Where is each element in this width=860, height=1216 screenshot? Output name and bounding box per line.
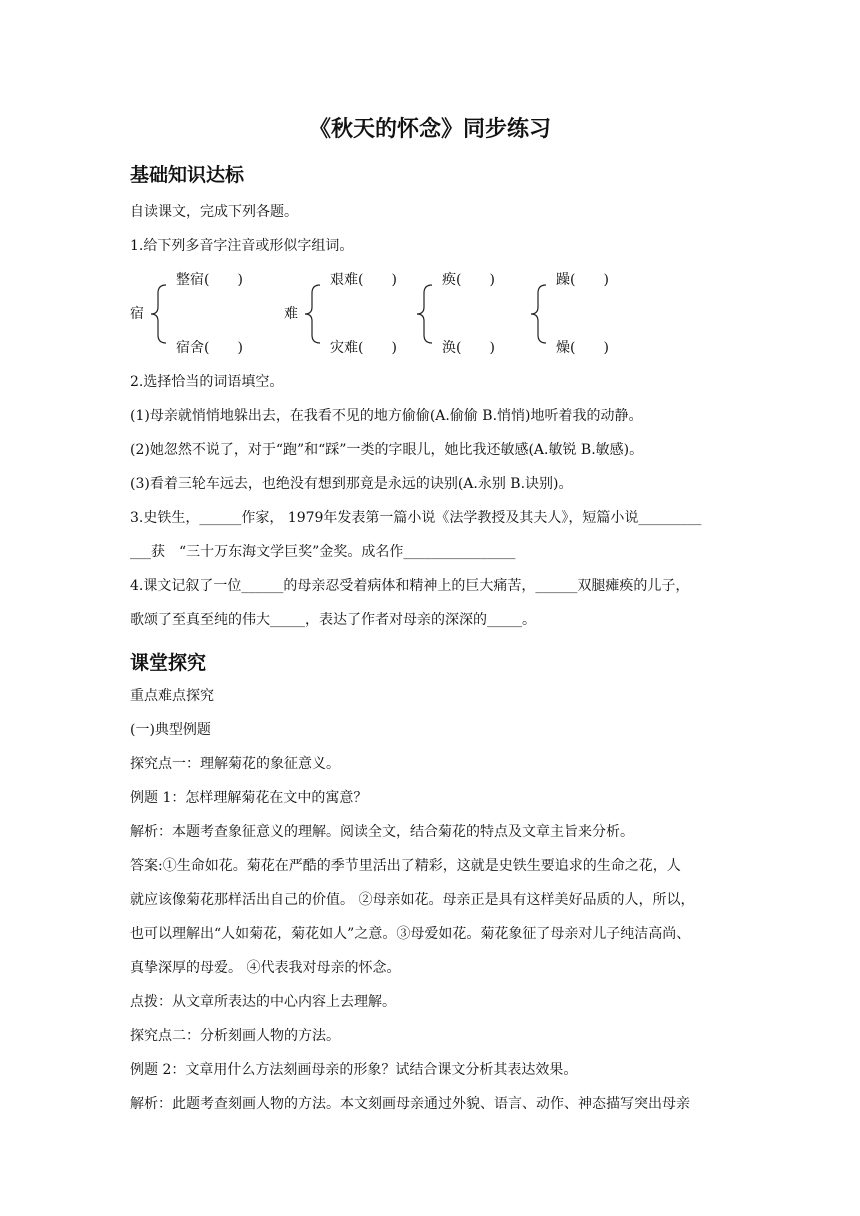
brace-icon (414, 283, 436, 345)
answer-1-line-2: 就应该像菊花那样活出自己的价值。 ②母亲如花。母亲正是具有这样美好品质的人，所以， (130, 892, 695, 908)
subheading: 重点难点探究 (130, 688, 214, 704)
answer-1-line-1: 答案:①生命如花。菊花在严酷的季节里活出了精彩，这就是史铁生要追求的生命之花，人 (130, 858, 681, 874)
question-3-line-2: ___获 “三十万东海文学巨奖”金奖。成名作________________ (130, 544, 516, 560)
group4-top: 躁( ) (556, 272, 609, 288)
question-2-item-1: (1)母亲就悄悄地躲出去，在我看不见的地方偷偷(A.偷偷 B.悄悄)地听着我的动静。 (130, 408, 643, 424)
answer-1-line-4: 真挚深厚的母爱。 ④代表我对母亲的怀念。 (130, 960, 401, 976)
brace-icon (148, 283, 170, 345)
group1-bottom: 宿舍( ) (176, 340, 243, 356)
group2-char: 难 (284, 306, 298, 322)
brace-icon (302, 283, 324, 345)
point-1: 探究点一：理解菊花的象征意义。 (130, 756, 340, 772)
group4-bottom: 燥( ) (556, 340, 609, 356)
tip-1: 点拨：从文章所表达的中心内容上去理解。 (130, 994, 396, 1010)
point-2: 探究点二：分析刻画人物的方法。 (130, 1028, 340, 1044)
group2-bottom: 灾难( ) (330, 340, 397, 356)
answer-1-line-3: 也可以理解出“人如菊花，菊花如人”之意。③母爱如花。菊花象征了母亲对儿子纯洁高尚、 (130, 926, 691, 942)
page-title: 《秋天的怀念》同步练习 (308, 117, 551, 142)
question-1: 1.给下列多音字注音或形似字组词。 (130, 238, 354, 254)
example-1: 例题 1：怎样理解菊花在文中的寓意？ (130, 790, 368, 806)
group1-char: 宿 (130, 306, 144, 322)
question-2-item-3: (3)看着三轮车远去，也绝没有想到那竟是永远的诀别(A.永别 B.诀别)。 (130, 476, 573, 492)
question-2-item-2: (2)她忽然不说了，对于“跑”和“踩”一类的字眼儿，她比我还敏感(A.敏锐 B.敏感)。 (130, 442, 644, 458)
question-3-line-1: 3.史铁生，______作家， 1979年发表第一篇小说《法学教授及其夫人》，短篇小说_________ (130, 510, 702, 526)
group2-top: 艰难( ) (330, 272, 397, 288)
intro-text: 自读课文，完成下列各题。 (130, 204, 298, 220)
group1-top: 整宿( ) (176, 272, 243, 288)
analysis-2: 解析：此题考查刻画人物的方法。本文刻画母亲通过外貌、语言、动作、神态描写突出母亲 (130, 1096, 690, 1112)
group3-top: 痪( ) (442, 272, 495, 288)
section-heading-basic: 基础知识达标 (130, 164, 245, 186)
analysis-1: 解析：本题考查象征意义的理解。阅读全文，结合菊花的特点及文章主旨来分析。 (130, 824, 634, 840)
example-2: 例题 2：文章用什么方法刻画母亲的形象？试结合课文分析其表达效果。 (130, 1062, 578, 1078)
question-4-line-2: 歌颂了至真至纯的伟大_____，表达了作者对母亲的深深的_____。 (130, 612, 536, 628)
part-label: (一)典型例题 (130, 722, 211, 738)
section-heading-class: 课堂探究 (130, 652, 207, 674)
group3-bottom: 涣( ) (442, 340, 495, 356)
brace-icon (528, 283, 550, 345)
question-4-line-1: 4.课文记叙了一位______的母亲忍受着病体和精神上的巨大痛苦，______双腿瘫痪的儿子， (130, 578, 690, 594)
question-2: 2.选择恰当的词语填空。 (130, 374, 284, 390)
